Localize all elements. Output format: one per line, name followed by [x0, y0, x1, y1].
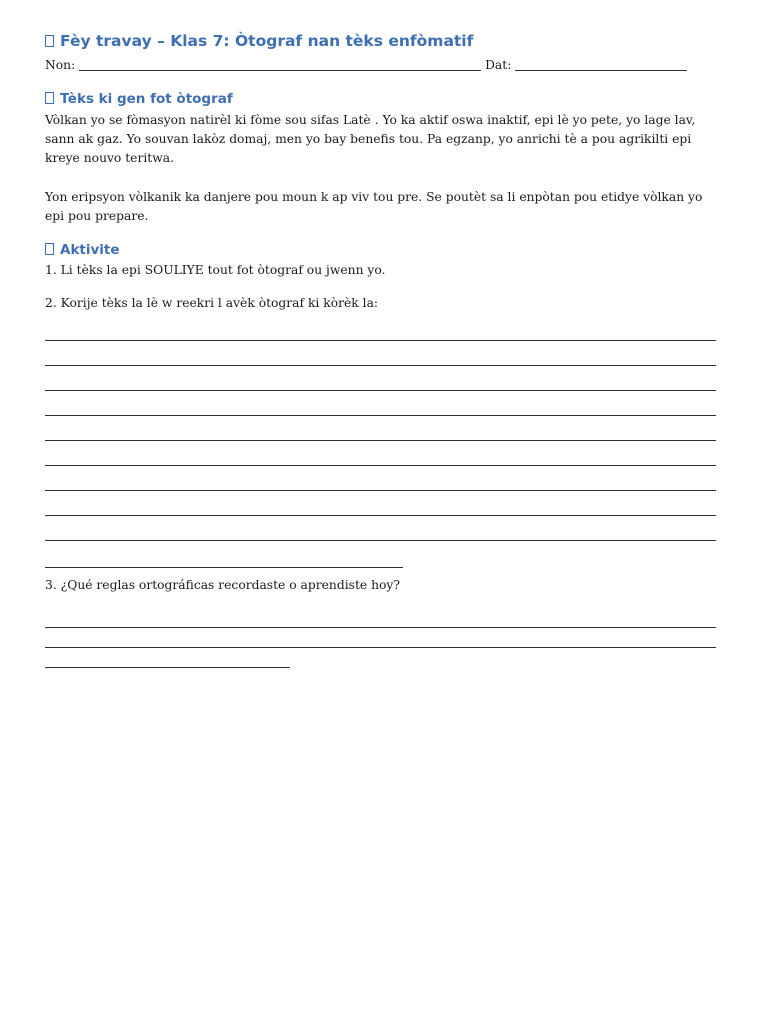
- answer-line[interactable]: [45, 515, 716, 516]
- answer-line[interactable]: [45, 365, 716, 366]
- name-date-row: [45, 58, 687, 72]
- notepad-icon: [45, 35, 54, 47]
- text-paragraph-1: Vòlkan yo se fòmasyon natirèl ki fòme sou sifas Latè . Yo ka aktif oswa inaktif, epi lè yo pete, yo lage lav, sann ak gaz. Yo souvan lakòz domaj, men yo bay benefis tou. Pa egzanp, yo anrichi tè a pou agrikilti epi kreye nouvo teritwa.: [45, 113, 696, 165]
- worksheet-title: [45, 32, 473, 50]
- name-label: Non:: [45, 58, 76, 72]
- text-section-heading: [45, 91, 233, 107]
- answer-line[interactable]: [45, 415, 716, 416]
- answer-line[interactable]: [45, 490, 716, 491]
- answer-line[interactable]: [45, 647, 716, 648]
- task-2: 2. Korije tèks la lè w reekri l avèk òtograf ki kòrèk la:: [45, 296, 379, 310]
- date-label: Dat:: [485, 58, 512, 72]
- answer-line[interactable]: [45, 627, 716, 628]
- activity-section-heading: [45, 242, 120, 258]
- date-blank[interactable]: [515, 70, 687, 71]
- answer-line[interactable]: [45, 440, 716, 441]
- task-1: 1. Li tèks la epi SOULIYE tout fot òtograf ou jwenn yo.: [45, 263, 386, 277]
- text-section-heading-text: Tèks ki gen fot òtograf: [60, 91, 233, 107]
- answer-line[interactable]: [45, 465, 716, 466]
- answer-line[interactable]: [45, 567, 403, 568]
- book-icon: [45, 92, 54, 104]
- answer-line[interactable]: [45, 540, 716, 541]
- answer-line[interactable]: [45, 340, 716, 341]
- task-3: 3. ¿Qué reglas ortográficas recordaste o aprendiste hoy?: [45, 578, 400, 592]
- worksheet-title-text: Fèy travay – Klas 7: Òtograf nan tèks enfòmatif: [60, 32, 474, 50]
- activity-section-heading-text: Aktivite: [60, 242, 120, 258]
- text-paragraph-2: Yon eripsyon vòlkanik ka danjere pou moun k ap viv tou pre. Se poutèt sa li enpòtan pou etidye vòlkan yo epi pou prepare.: [45, 190, 703, 223]
- pencil-icon: [45, 243, 54, 255]
- answer-line[interactable]: [45, 390, 716, 391]
- answer-line[interactable]: [45, 667, 290, 668]
- name-blank[interactable]: [79, 70, 481, 71]
